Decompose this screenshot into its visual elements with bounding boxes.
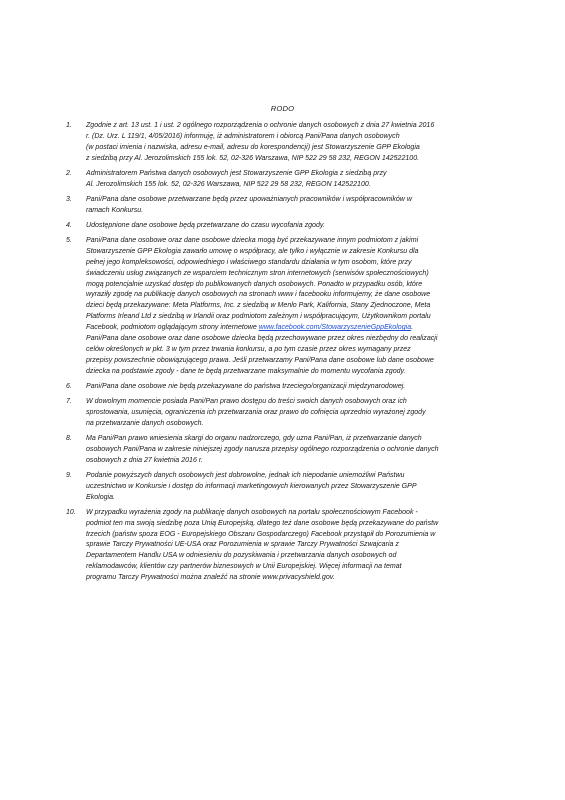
item-number: 4. <box>66 221 72 229</box>
link-line-suffix: . <box>411 324 414 332</box>
text-line: przepisy powszechnie obowiązującego prawa. Jeśli przetwarzamy Pani/Pana dane osobowe lub dane osobowe <box>86 356 434 364</box>
text-line: Al. Jerozolimskich 155 lok. 52, 02-326 Warszawa, NIP 522 29 58 232, REGON 142522100. <box>86 180 371 188</box>
item-number: 3. <box>66 195 72 203</box>
text-line: podmiot ten ma swoją siedzibę poza Unią Europejską, dlatego też dane osobowe będą przekazywane do państw <box>86 519 439 527</box>
text-line: Administratorem Państwa danych osobowych jest Stowarzyszenie GPP Ekologia z siedzibą przy <box>86 169 387 177</box>
list-item <box>66 236 506 378</box>
item-number: 7. <box>66 397 72 405</box>
text-line: celów określonych w pkt. 3 w tym przez trwania konkursu, a po tym czasie przez okres wymagany przez <box>86 345 411 353</box>
text-line: uczestnictwo w Konkursie i dostęp do informacji marketingowych kierowanych przez Stowarzyszenie GPP <box>86 482 417 490</box>
item-number: 2. <box>66 169 72 177</box>
list-item <box>66 397 506 430</box>
text-line: Pani/Pana dane osobowe przetwarzane będą przez upoważnianych pracowników i współpracowników w <box>86 195 412 203</box>
text-line: Zgodnie z art. 13 ust. 1 i ust. 2 ogólnego rozporządzenia o ochronie danych osobowych z dnia 27 kwietnia 2016 <box>86 122 435 129</box>
text-line: na przetwarzanie danych osobowych. <box>86 419 204 427</box>
text-line: Stowarzyszenie GPP Ekologia zawarło umowę o współpracy, ale tylko i wyłącznie w zakresie Konkursu dla <box>86 247 419 255</box>
text-line: Pani/Pana dane osobowe nie będą przekazywane do państwa trzeciego/organizacji międzynarodowej. <box>86 382 406 390</box>
text-line: Platforms Irleand Ltd z siedzibą w Irlandii oraz podmiotom zależnym i współpracującym, Użytkownikom portalu <box>86 313 431 321</box>
item-number: 5. <box>66 236 72 244</box>
list-item <box>66 121 506 165</box>
item-number: 8. <box>66 434 72 442</box>
text-line: Ma Pani/Pan prawo wniesienia skargi do organu nadzorczego, gdy uzna Pani/Pan, iż przetwarzanie danych <box>86 434 422 442</box>
list-item <box>66 221 506 232</box>
list-item <box>66 471 506 504</box>
list-item <box>66 382 506 393</box>
text-line <box>86 323 506 334</box>
text-line: Podanie powyższych danych osobowych jest dobrowolne, jednak ich niepodanie uniemożliwi Państwu <box>86 471 405 479</box>
text-line: Pani/Pana dane osobowe oraz dane osobowe dziecka mogą być przekazywane innym podmiotom z jakimi <box>86 236 419 244</box>
text-line: sprawie Tarczy Prywatności UE-USA oraz Porozumienia w sprawie Tarczy Prywatności Szwajcaria z <box>86 541 399 549</box>
text-line: trzecich (państw spoza EOG - Europejskiego Obszaru Gospodarczego) Facebook przystąpił do Porozumienia w <box>86 530 436 538</box>
item-number: 6. <box>66 382 72 390</box>
text-line: pełnej jego kompleksowości, odpowiedniego i właściwego standardu działania w tym osobom, które przy <box>86 258 412 266</box>
text-line: W dowolnym momencie posiada Pani/Pan prawo dostępu do treści swoich danych osobowych oraz ich <box>86 397 407 405</box>
text-line: dziecka na podstawie zgody - dane te będą przetwarzane maksymalnie do momentu wycofania zgody. <box>86 367 406 375</box>
text-line: Pani/Pana dane osobowe oraz dane osobowe dziecka będą przechowywane przez okres niezbędny do realizacji <box>86 335 438 343</box>
text-line: dzieci będą przekazywane: Meta Platforms, Inc. z siedzibą w Menlo Park, Kalifornia, Stany Zjednoczone, Meta <box>86 302 431 310</box>
text-line: sprostowania, usunięcia, ograniczenia ich przetwarzania oraz prawo do cofnięcia uprzednio wyrażonej zgody <box>86 408 426 416</box>
text-line: z siedzibą przy Al. Jerozolimskich 155 lok. 52, 02-326 Warszawa, NIP 522 29 58 232, REGON 142522100. <box>86 154 420 162</box>
text-line: osobowych z dnia 27 kwietnia 2016 r. <box>86 456 203 464</box>
item-number: 9. <box>66 471 72 479</box>
item-number: 10. <box>66 508 76 516</box>
list-item <box>66 169 506 191</box>
text-line: ramach Konkursu. <box>86 206 144 214</box>
text-line: reklamodawców, klientów czy partnerów biznesowych w Unii Europejskiej. Więcej informacji na temat <box>86 563 402 571</box>
text-line: osobowych Pani/Pana w zakresie niniejszej zgody narusza przepisy ogólnego rozporządzenia o ochronie danych <box>86 445 439 453</box>
document-title: RODO <box>270 104 295 113</box>
item-number: 1. <box>66 122 72 129</box>
link-line-prefix: Facebook, podmiotom oglądającym strony internetowe <box>86 324 259 332</box>
facebook-link[interactable]: www.facebook.com/StowarzyszenieGppEkologia <box>258 324 412 332</box>
list-item <box>66 508 506 584</box>
list-item <box>66 434 506 467</box>
text-line: Departamentem Handlu USA w odniesieniu do pozyskiwania i przetwarzania danych osobowych od <box>86 552 397 560</box>
text-line: programu Tarczy Prywatności można znaleźć na stronie www.privacyshield.gov. <box>86 574 335 582</box>
text-line: Udostępnione dane osobowe będą przetwarzane do czasu wycofania zgody. <box>86 221 325 229</box>
list-item <box>66 195 506 217</box>
text-line: W przypadku wyrażenia zgody na publikację danych osobowych na portalu społecznościowym Facebook - <box>86 508 418 516</box>
text-line: mogą potencjalnie uzyskać dostęp do publikowanych danych osobowych. Ponadto w przypadku osób, które <box>86 280 423 288</box>
text-line: wyraziły zgodę na publikację danych osobowych na stronach www i facebooku informujemy, że dane osobowe <box>86 291 431 299</box>
clause-list <box>66 121 506 588</box>
text-line: świadczeniu usług związanych ze wsparciem technicznym stron internetowych (serwisów społecznościowych) <box>86 269 429 277</box>
text-line: Ekologia. <box>86 493 115 501</box>
text-line: r. (Dz. Urz. L 119/1, 4/05/2016) informuję, iż administratorem i obiorcą Pani/Pana danych osobowych <box>86 132 400 140</box>
text-line: (w postaci imienia i nazwiska, adresu e-mail, adresu do korespondencji) jest Stowarzyszenie GPP Ekologia <box>86 143 420 151</box>
